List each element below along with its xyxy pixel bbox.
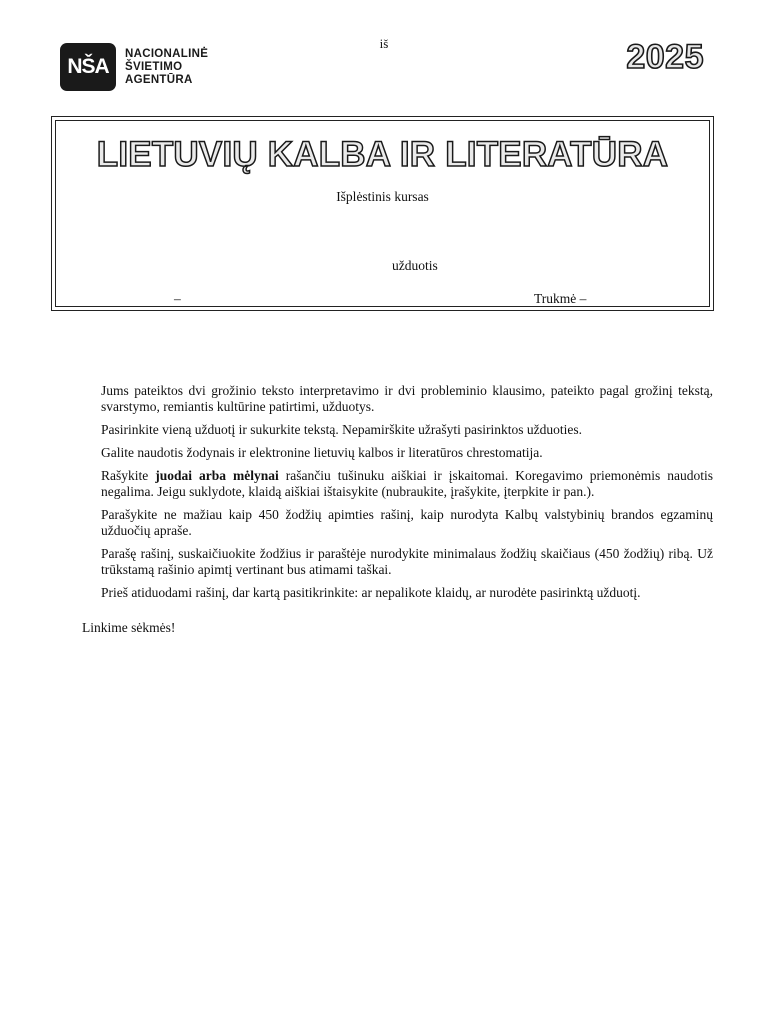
instruction-paragraph xyxy=(101,468,713,500)
instruction-emphasis: juodai arba mėlynai xyxy=(155,468,279,483)
instruction-paragraph: Parašę rašinį, suskaičiuokite žodžius ir paraštėje nurodykite minimalaus žodžių skaičiaus (450 žodžių) ribą. Už trūkstamą rašinio apimtį vertinant bus atimami taškai. xyxy=(101,546,713,577)
instruction-text: rašančiu tušinuku aiškiai ir įskaitomai. Koregavimo priemonėmis naudotis negalima. Jeigu suklydote, klaidą aiškiai ištaisykite (nubraukite, įrašykite, įterpkite ir pan.). xyxy=(101,468,714,499)
exam-title: LIETUVIŲ KALBA IR LITERATŪRA xyxy=(96,135,669,174)
logo-mark-text: NŠA xyxy=(67,55,109,78)
nsa-logo xyxy=(60,43,208,91)
logo-mark xyxy=(60,43,116,91)
logo-line-2: ŠVIETIMO xyxy=(125,60,183,73)
logo-line-1: NACIONALINĖ xyxy=(125,47,209,60)
date-dash: – xyxy=(174,291,181,306)
logo-line-3: AGENTŪRA xyxy=(125,73,193,86)
instruction-paragraph: Jums pateiktos dvi grožinio teksto interpretavimo ir dvi probleminio klausimo, pateikto pagal grožinį tekstą, svarstymo, remiantis kultūrine patirtimi, užduotys. xyxy=(101,383,713,414)
instruction-paragraph: Prieš atiduodami rašinį, dar kartą pasitikrinkite: ar nepalikote klaidų, ar nurodėte pasirinktą užduotį. xyxy=(101,585,641,600)
title-box xyxy=(51,116,714,311)
instruction-paragraph: Parašykite ne mažiau kaip 450 žodžių apimties rašinį, kaip nurodyta Kalbų valstybinių brandos egzaminų užduočių apraše. xyxy=(101,507,713,538)
instruction-text: Rašykite xyxy=(101,468,156,483)
course-level: Išplėstinis kursas xyxy=(336,189,429,204)
task-label: užduotis xyxy=(392,258,438,273)
logo-text xyxy=(125,48,208,87)
instructions xyxy=(101,383,713,608)
page-marker: iš xyxy=(379,36,389,51)
instruction-paragraph: Galite naudotis žodynais ir elektronine lietuvių kalbos ir literatūros chrestomatija. xyxy=(101,445,543,460)
exam-year: 2025 xyxy=(626,38,704,76)
instruction-paragraph: Pasirinkite vieną užduotį ir sukurkite tekstą. Nepamirškite užrašyti pasirinktos užduoties. xyxy=(101,422,583,437)
closing-wish: Linkime sėkmės! xyxy=(82,620,176,635)
duration-label: Trukmė – xyxy=(534,291,587,306)
